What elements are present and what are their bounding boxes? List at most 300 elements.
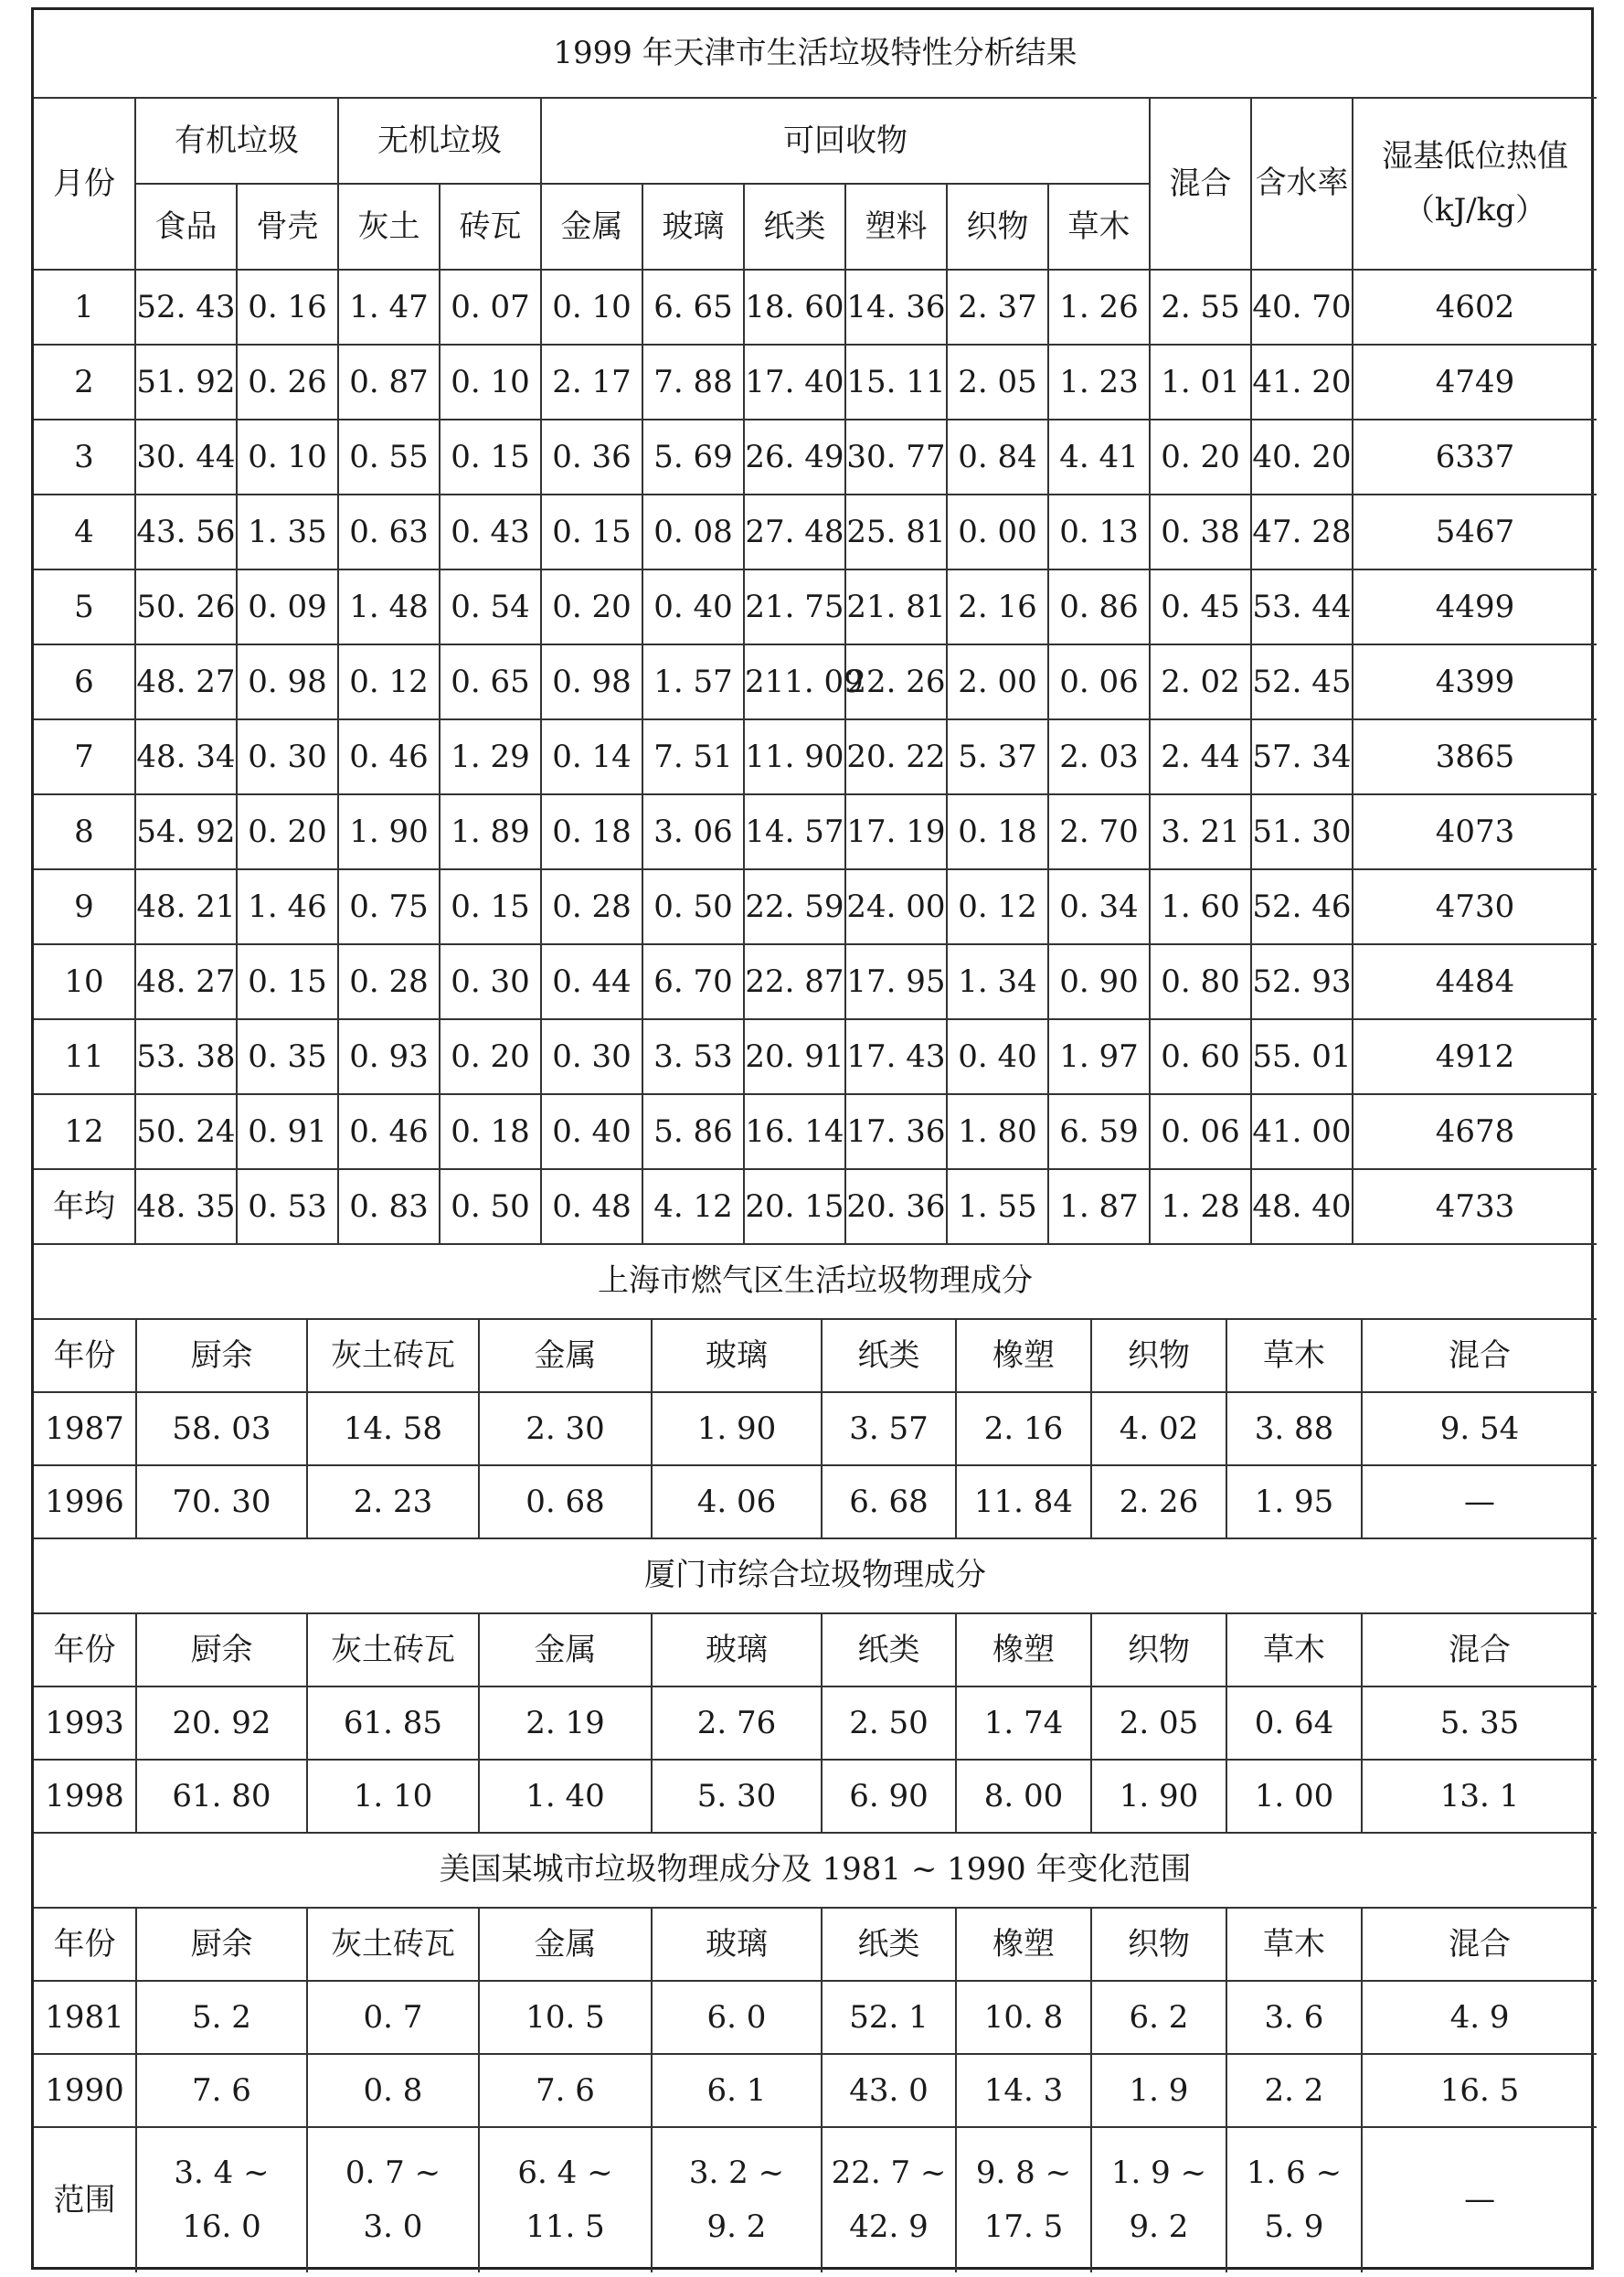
column-header: 草木 [1226, 1908, 1362, 1981]
column-header: 混合 [1362, 1319, 1597, 1392]
table-cell: 47. 28 [1251, 495, 1353, 569]
table-cell: 5. 2 [136, 1981, 307, 2054]
table-cell: 53. 44 [1251, 569, 1353, 644]
table-cell: 61. 85 [307, 1686, 479, 1760]
table-cell: 1. 87 [1048, 1169, 1150, 1244]
tianjin-table-title: 1999 年天津市生活垃圾特性分析结果 [34, 10, 1597, 98]
table-cell: 0. 84 [947, 420, 1048, 495]
table-cell: 0. 68 [479, 1465, 652, 1538]
table-cell: 0. 18 [440, 1094, 541, 1169]
table-cell: 4. 06 [652, 1465, 822, 1538]
table-cell: 4499 [1353, 569, 1597, 644]
table-cell: 53. 38 [135, 1019, 237, 1094]
table-cell: 52. 43 [135, 270, 237, 345]
header-row [34, 1908, 1597, 1981]
table-cell: 0. 30 [541, 1019, 642, 1094]
table-cell: 2. 2 [1226, 2054, 1362, 2127]
table-cell: 0. 09 [237, 569, 338, 644]
table-cell: 7. 6 [479, 2054, 652, 2127]
table-cell: 0. 20 [440, 1019, 541, 1094]
table-cell: 1. 95 [1226, 1465, 1362, 1538]
table-row [34, 270, 1597, 345]
table-cell: 0. 08 [642, 495, 744, 569]
table-cell: 0. 36 [541, 420, 642, 495]
table-cell: 0. 26 [237, 345, 338, 420]
column-header: 年份 [34, 1613, 136, 1686]
table-cell: 0. 98 [237, 644, 338, 719]
table-cell: 6. 68 [822, 1465, 956, 1538]
column-header: 织物 [1091, 1319, 1226, 1392]
table-row [34, 1981, 1597, 2054]
table-cell: 6. 65 [642, 270, 744, 345]
column-header: 玻璃 [652, 1908, 822, 1981]
table-cell: 11. 90 [744, 719, 845, 794]
table-cell: 0. 87 [338, 345, 440, 420]
table-cell: 1. 28 [1150, 1169, 1251, 1244]
table-cell: 16. 5 [1362, 2054, 1597, 2127]
table-cell: 0. 18 [541, 794, 642, 869]
table-row [34, 869, 1597, 944]
table-cell: 40. 70 [1251, 270, 1353, 345]
table-cell: 0. 00 [947, 495, 1048, 569]
table-cell: 0. 40 [541, 1094, 642, 1169]
sub-header: 灰土 [338, 184, 440, 270]
header-organic: 有机垃圾 [135, 98, 338, 184]
table-cell: 1. 47 [338, 270, 440, 345]
table-row [34, 719, 1597, 794]
table-cell: 10 [34, 944, 135, 1019]
table-cell: 6. 0 [652, 1981, 822, 2054]
table-cell: 1. 23 [1048, 345, 1150, 420]
header-row [34, 1319, 1597, 1392]
sub-header: 玻璃 [642, 184, 744, 270]
table-row [34, 420, 1597, 495]
table-cell: 7. 51 [642, 719, 744, 794]
table-cell: 61. 80 [136, 1760, 307, 1833]
table-cell: 6337 [1353, 420, 1597, 495]
table-cell: 1. 9 [1091, 2054, 1226, 2127]
table-cell: 21. 75 [744, 569, 845, 644]
table-cell: 0. 34 [1048, 869, 1150, 944]
table-cell: 4 [34, 495, 135, 569]
table-cell: 0. 15 [440, 869, 541, 944]
table-cell: 10. 5 [479, 1981, 652, 2054]
table-cell: 0. 30 [237, 719, 338, 794]
sub-header: 塑料 [845, 184, 947, 270]
column-header: 灰土砖瓦 [307, 1319, 479, 1392]
table-cell: 0. 50 [642, 869, 744, 944]
table-cell: 1. 90 [1091, 1760, 1226, 1833]
table-cell: 10. 8 [956, 1981, 1091, 2054]
table-cell: 26. 49 [744, 420, 845, 495]
sub-header: 金属 [541, 184, 642, 270]
table-cell: 7. 88 [642, 345, 744, 420]
table-cell: 14. 57 [744, 794, 845, 869]
table-cell: 2. 30 [479, 1392, 652, 1465]
table-cell: 0. 98 [541, 644, 642, 719]
table-cell: 0. 12 [947, 869, 1048, 944]
header-moisture: 含水率 [1251, 98, 1353, 270]
table-cell: 0. 35 [237, 1019, 338, 1094]
table-cell: 5. 86 [642, 1094, 744, 1169]
table-cell: 5. 37 [947, 719, 1048, 794]
table-cell: 20. 22 [845, 719, 947, 794]
range-cell: — [1362, 2127, 1597, 2272]
table-cell: 0. 20 [1150, 420, 1251, 495]
table-cell: 0. 83 [338, 1169, 440, 1244]
range-cell: 1. 6 ~ 5. 9 [1226, 2127, 1362, 2272]
column-header: 厨余 [136, 1908, 307, 1981]
table-cell: 9 [34, 869, 135, 944]
column-header: 草木 [1226, 1319, 1362, 1392]
xiamen-table-title: 厦门市综合垃圾物理成分 [34, 1538, 1597, 1613]
table-cell: 0. 30 [440, 944, 541, 1019]
table-cell: 1990 [34, 2054, 136, 2127]
table-cell: 43. 0 [822, 2054, 956, 2127]
table-cell: 0. 80 [1150, 944, 1251, 1019]
range-cell: 6. 4 ~ 11. 5 [479, 2127, 652, 2272]
range-row [34, 2127, 1597, 2272]
table-cell: 1. 26 [1048, 270, 1150, 345]
table-cell: 2. 05 [947, 345, 1048, 420]
table-cell: 4. 41 [1048, 420, 1150, 495]
table-cell: 1 [34, 270, 135, 345]
column-header: 金属 [479, 1908, 652, 1981]
table-cell: 0. 65 [440, 644, 541, 719]
table-cell: 1. 01 [1150, 345, 1251, 420]
table-cell: 14. 36 [845, 270, 947, 345]
sub-header: 食品 [135, 184, 237, 270]
table-cell: 0. 55 [338, 420, 440, 495]
table-cell: 22. 59 [744, 869, 845, 944]
table-cell: 6. 1 [652, 2054, 822, 2127]
table-cell: 0. 10 [237, 420, 338, 495]
table-cell: 0. 8 [307, 2054, 479, 2127]
table-cell: 17. 36 [845, 1094, 947, 1169]
table-cell: 27. 48 [744, 495, 845, 569]
table-cell: 0. 13 [1048, 495, 1150, 569]
header-row [34, 1613, 1597, 1686]
table-cell: 20. 92 [136, 1686, 307, 1760]
table-cell: 0. 06 [1048, 644, 1150, 719]
table-cell: 52. 45 [1251, 644, 1353, 719]
table-cell: 4. 9 [1362, 1981, 1597, 2054]
table-cell: 6. 59 [1048, 1094, 1150, 1169]
table-cell: 1. 29 [440, 719, 541, 794]
table-cell: 0. 15 [237, 944, 338, 1019]
table-cell: 1987 [34, 1392, 136, 1465]
table-cell: 17. 40 [744, 345, 845, 420]
range-label: 范围 [34, 2127, 136, 2272]
column-header: 纸类 [822, 1908, 956, 1981]
table-cell: 57. 34 [1251, 719, 1353, 794]
column-header: 混合 [1362, 1613, 1597, 1686]
header-heat-value: 湿基低位热值（kJ/kg） [1353, 98, 1597, 270]
table-cell: 0. 16 [237, 270, 338, 345]
table-cell: 1. 40 [479, 1760, 652, 1833]
table-cell: 0. 86 [1048, 569, 1150, 644]
table-row [34, 345, 1597, 420]
table-cell: 1. 57 [642, 644, 744, 719]
table-cell: 3. 06 [642, 794, 744, 869]
table-cell: 48. 35 [135, 1169, 237, 1244]
table-cell: 0. 10 [541, 270, 642, 345]
table-cell: 20. 15 [744, 1169, 845, 1244]
table-cell: 5. 30 [652, 1760, 822, 1833]
shanghai-table [34, 1244, 1597, 1539]
header-inorganic: 无机垃圾 [338, 98, 541, 184]
table-cell: 2. 16 [956, 1392, 1091, 1465]
sub-header: 纸类 [744, 184, 845, 270]
table-cell: 0. 10 [440, 345, 541, 420]
table-cell: 2. 03 [1048, 719, 1150, 794]
table-row [34, 1686, 1597, 1760]
table-row [34, 1760, 1597, 1833]
table-cell: 0. 06 [1150, 1094, 1251, 1169]
table-cell: 3. 21 [1150, 794, 1251, 869]
header-mixed: 混合 [1150, 98, 1251, 270]
table-cell: 52. 1 [822, 1981, 956, 2054]
table-cell: 4678 [1353, 1094, 1597, 1169]
table-cell: 0. 50 [440, 1169, 541, 1244]
table-cell: 0. 46 [338, 1094, 440, 1169]
table-cell: 3865 [1353, 719, 1597, 794]
table-cell: 0. 48 [541, 1169, 642, 1244]
table-cell: 22. 26 [845, 644, 947, 719]
table-cell: 2. 44 [1150, 719, 1251, 794]
table-cell: 16. 14 [744, 1094, 845, 1169]
us-city-table [34, 1833, 1597, 2272]
tianjin-table [34, 10, 1597, 1245]
table-cell: 17. 19 [845, 794, 947, 869]
sub-header: 织物 [947, 184, 1048, 270]
table-cell: 0. 93 [338, 1019, 440, 1094]
table-cell: 3. 6 [1226, 1981, 1362, 2054]
table-cell: 0. 07 [440, 270, 541, 345]
table-cell: 2. 76 [652, 1686, 822, 1760]
sub-header: 草木 [1048, 184, 1150, 270]
table-cell: 0. 20 [237, 794, 338, 869]
table-cell: 3. 88 [1226, 1392, 1362, 1465]
document-sheet [31, 7, 1594, 2270]
table-row [34, 1019, 1597, 1094]
header-month: 月份 [34, 98, 135, 270]
table-cell: 0. 14 [541, 719, 642, 794]
table-cell: 14. 58 [307, 1392, 479, 1465]
column-header: 金属 [479, 1613, 652, 1686]
shanghai-table-title: 上海市燃气区生活垃圾物理成分 [34, 1244, 1597, 1319]
table-cell: 1. 34 [947, 944, 1048, 1019]
table-cell: 0. 53 [237, 1169, 338, 1244]
table-cell: 年均 [34, 1169, 135, 1244]
table-cell: 1. 90 [338, 794, 440, 869]
table-cell: 0. 91 [237, 1094, 338, 1169]
table-cell: 2. 37 [947, 270, 1048, 345]
table-cell: 2. 55 [1150, 270, 1251, 345]
table-cell: 1. 10 [307, 1760, 479, 1833]
table-row [34, 794, 1597, 869]
table-cell: 0. 40 [642, 569, 744, 644]
table-cell: 1. 97 [1048, 1019, 1150, 1094]
range-cell: 22. 7 ~ 42. 9 [822, 2127, 956, 2272]
column-header: 橡塑 [956, 1319, 1091, 1392]
table-cell: 4. 12 [642, 1169, 744, 1244]
table-cell: 1996 [34, 1465, 136, 1538]
table-cell: 4730 [1353, 869, 1597, 944]
table-cell: 43. 56 [135, 495, 237, 569]
table-cell: 2. 16 [947, 569, 1048, 644]
table-cell: 0. 45 [1150, 569, 1251, 644]
table-cell: 55. 01 [1251, 1019, 1353, 1094]
column-header: 灰土砖瓦 [307, 1613, 479, 1686]
column-header: 厨余 [136, 1613, 307, 1686]
table-cell: 20. 91 [744, 1019, 845, 1094]
table-cell: 7 [34, 719, 135, 794]
table-cell: 1981 [34, 1981, 136, 2054]
table-cell: 2. 17 [541, 345, 642, 420]
table-cell: 4733 [1353, 1169, 1597, 1244]
column-header: 玻璃 [652, 1613, 822, 1686]
table-row [34, 944, 1597, 1019]
table-row [34, 495, 1597, 569]
table-cell: 3. 53 [642, 1019, 744, 1094]
table-cell: 1. 90 [652, 1392, 822, 1465]
table-row [34, 1169, 1597, 1244]
table-cell: 5467 [1353, 495, 1597, 569]
column-header: 橡塑 [956, 1613, 1091, 1686]
table-cell: 12 [34, 1094, 135, 1169]
table-row [34, 1465, 1597, 1538]
table-cell: 4912 [1353, 1019, 1597, 1094]
table-row [34, 2054, 1597, 2127]
table-cell: 30. 44 [135, 420, 237, 495]
table-cell: 11. 84 [956, 1465, 1091, 1538]
table-cell: 2. 05 [1091, 1686, 1226, 1760]
column-header: 草木 [1226, 1613, 1362, 1686]
table-cell: 51. 30 [1251, 794, 1353, 869]
table-cell: 48. 34 [135, 719, 237, 794]
table-cell: 0. 90 [1048, 944, 1150, 1019]
table-cell: 15. 11 [845, 345, 947, 420]
table-cell: 1. 48 [338, 569, 440, 644]
table-cell: 0. 7 [307, 1981, 479, 2054]
table-cell: 2. 23 [307, 1465, 479, 1538]
table-cell: 4399 [1353, 644, 1597, 719]
table-row [34, 644, 1597, 719]
table-cell: 211. 09 [744, 644, 845, 719]
table-cell: 48. 40 [1251, 1169, 1353, 1244]
table-cell: 25. 81 [845, 495, 947, 569]
table-cell: 4. 02 [1091, 1392, 1226, 1465]
table-cell: 48. 21 [135, 869, 237, 944]
table-cell: 6. 2 [1091, 1981, 1226, 2054]
range-cell: 3. 4 ~ 16. 0 [136, 2127, 307, 2272]
header-recyclable: 可回收物 [541, 98, 1150, 184]
table-cell: 22. 87 [744, 944, 845, 1019]
table-cell: 2. 02 [1150, 644, 1251, 719]
table-cell: 0. 54 [440, 569, 541, 644]
table-cell: 6. 90 [822, 1760, 956, 1833]
column-header: 纸类 [822, 1613, 956, 1686]
table-cell: 2. 26 [1091, 1465, 1226, 1538]
table-cell: 6. 70 [642, 944, 744, 1019]
table-cell: 41. 20 [1251, 345, 1353, 420]
table-cell: 11 [34, 1019, 135, 1094]
table-cell: 0. 64 [1226, 1686, 1362, 1760]
table-cell: 48. 27 [135, 944, 237, 1019]
table-cell: 0. 44 [541, 944, 642, 1019]
table-cell: 0. 60 [1150, 1019, 1251, 1094]
table-row [34, 569, 1597, 644]
table-cell: 40. 20 [1251, 420, 1353, 495]
table-cell: 17. 95 [845, 944, 947, 1019]
table-cell: 0. 28 [338, 944, 440, 1019]
table-cell: 9. 54 [1362, 1392, 1597, 1465]
table-cell: 50. 24 [135, 1094, 237, 1169]
table-cell: 4484 [1353, 944, 1597, 1019]
range-cell: 9. 8 ~ 17. 5 [956, 2127, 1091, 2272]
table-row [34, 1392, 1597, 1465]
table-cell: 8. 00 [956, 1760, 1091, 1833]
column-header: 年份 [34, 1319, 136, 1392]
table-cell: 0. 12 [338, 644, 440, 719]
table-cell: 4602 [1353, 270, 1597, 345]
table-cell: 1. 80 [947, 1094, 1048, 1169]
table-cell: 0. 75 [338, 869, 440, 944]
column-header: 金属 [479, 1319, 652, 1392]
table-cell: 2. 50 [822, 1686, 956, 1760]
column-header: 厨余 [136, 1319, 307, 1392]
column-header: 织物 [1091, 1908, 1226, 1981]
table-cell: 4073 [1353, 794, 1597, 869]
table-cell: 20. 36 [845, 1169, 947, 1244]
xiamen-table [34, 1538, 1597, 1834]
table-cell: 70. 30 [136, 1465, 307, 1538]
table-cell: 2. 19 [479, 1686, 652, 1760]
table-cell: 0. 43 [440, 495, 541, 569]
table-cell: 3. 57 [822, 1392, 956, 1465]
table-cell: 2. 70 [1048, 794, 1150, 869]
table-cell: 1. 35 [237, 495, 338, 569]
table-cell: 2 [34, 345, 135, 420]
column-header: 年份 [34, 1908, 136, 1981]
table-cell: 2. 00 [947, 644, 1048, 719]
table-cell: 1. 00 [1226, 1760, 1362, 1833]
table-cell: 21. 81 [845, 569, 947, 644]
sub-header: 骨壳 [237, 184, 338, 270]
table-cell: 1. 89 [440, 794, 541, 869]
table-cell: 5 [34, 569, 135, 644]
table-cell: 58. 03 [136, 1392, 307, 1465]
table-cell: 3 [34, 420, 135, 495]
table-cell: 1998 [34, 1760, 136, 1833]
table-cell: 1. 46 [237, 869, 338, 944]
column-header: 纸类 [822, 1319, 956, 1392]
table-cell: 5. 69 [642, 420, 744, 495]
sub-header: 砖瓦 [440, 184, 541, 270]
table-cell: 0. 20 [541, 569, 642, 644]
table-cell: 1. 74 [956, 1686, 1091, 1760]
table-cell: 52. 93 [1251, 944, 1353, 1019]
table-cell: 4749 [1353, 345, 1597, 420]
table-cell: 0. 28 [541, 869, 642, 944]
table-cell: 1. 55 [947, 1169, 1048, 1244]
table-cell: 54. 92 [135, 794, 237, 869]
column-header: 灰土砖瓦 [307, 1908, 479, 1981]
range-cell: 0. 7 ~ 3. 0 [307, 2127, 479, 2272]
table-row [34, 1094, 1597, 1169]
column-header: 橡塑 [956, 1908, 1091, 1981]
